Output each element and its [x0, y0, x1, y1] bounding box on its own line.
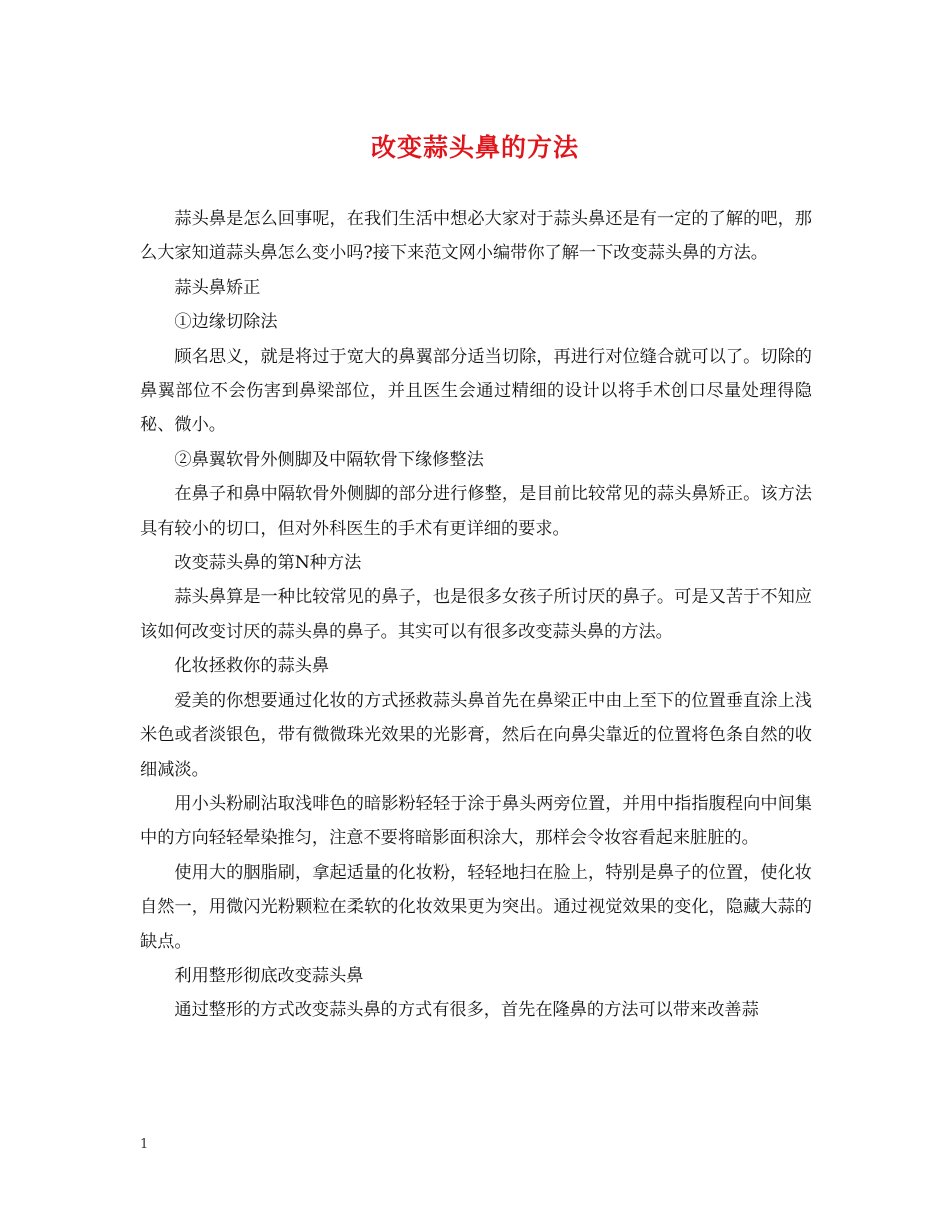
paragraph-intro: 蒜头鼻是怎么回事呢，在我们生活中想必大家对于蒜头鼻还是有一定的了解的吧，那么大家知道蒜头鼻怎么变小吗?接下来范文网小编带你了解一下改变蒜头鼻的方法。: [140, 209, 812, 264]
heading-edge-excision: ①边缘切除法: [174, 312, 278, 333]
paragraph-nth-method: 蒜头鼻算是一种比较常见的鼻子，也是很多女孩子所讨厌的鼻子。可是又苦于不知应该如何改变讨厌的蒜头鼻的鼻子。其实可以有很多改变蒜头鼻的方法。: [140, 587, 812, 642]
page-number: 1: [140, 1137, 149, 1152]
heading-nose-correction: 蒜头鼻矫正: [174, 277, 261, 298]
heading-makeup: 化妆拯救你的蒜头鼻: [174, 656, 330, 677]
heading-surgery: 利用整形彻底改变蒜头鼻: [174, 965, 364, 986]
paragraph-makeup-powder: 使用大的胭脂刷，拿起适量的化妆粉，轻轻地扫在脸上，特别是鼻子的位置，使化妆自然一，用微闪光粉颗粒在柔软的化妆效果更为突出。通过视觉效果的变化，隐藏大蒜的缺点。: [140, 862, 812, 952]
paragraph-makeup-shadow: 用小头粉刷沾取浅啡色的暗影粉轻轻于涂于鼻头两旁位置，并用中指指腹程向中间集中的方向轻轻晕染推匀，注意不要将暗影面积涂大，那样会令妆容看起来脏脏的。: [140, 793, 812, 849]
paragraph-cartilage-trimming: 在鼻子和鼻中隔软骨外侧脚的部分进行修整，是目前比较常见的蒜头鼻矫正。该方法具有较小的切口，但对外科医生的手术有更详细的要求。: [140, 484, 812, 539]
paragraph-edge-excision: 顾名思义，就是将过于宽大的鼻翼部分适当切除，再进行对位缝合就可以了。切除的鼻翼部位不会伤害到鼻梁部位，并且医生会通过精细的设计以将手术创口尽量处理得隐秘、微小。: [140, 346, 812, 436]
paragraph-surgery: 通过整形的方式改变蒜头鼻的方式有很多，首先在隆鼻的方法可以带来改善蒜: [174, 1000, 759, 1021]
paragraph-makeup-highlight: 爱美的你想要通过化妆的方式拯救蒜头鼻首先在鼻梁正中由上至下的位置垂直涂上浅米色或者淡银色，带有微微珠光效果的光影膏，然后在向鼻尖靠近的位置将色条自然的收细减淡。: [140, 690, 812, 780]
document-title: 改变蒜头鼻的方法: [370, 133, 579, 162]
document-body: [140, 202, 812, 1028]
heading-cartilage-trimming: ②鼻翼软骨外侧脚及中隔软骨下缘修整法: [174, 449, 484, 470]
heading-nth-method: 改变蒜头鼻的第N种方法: [174, 553, 362, 574]
